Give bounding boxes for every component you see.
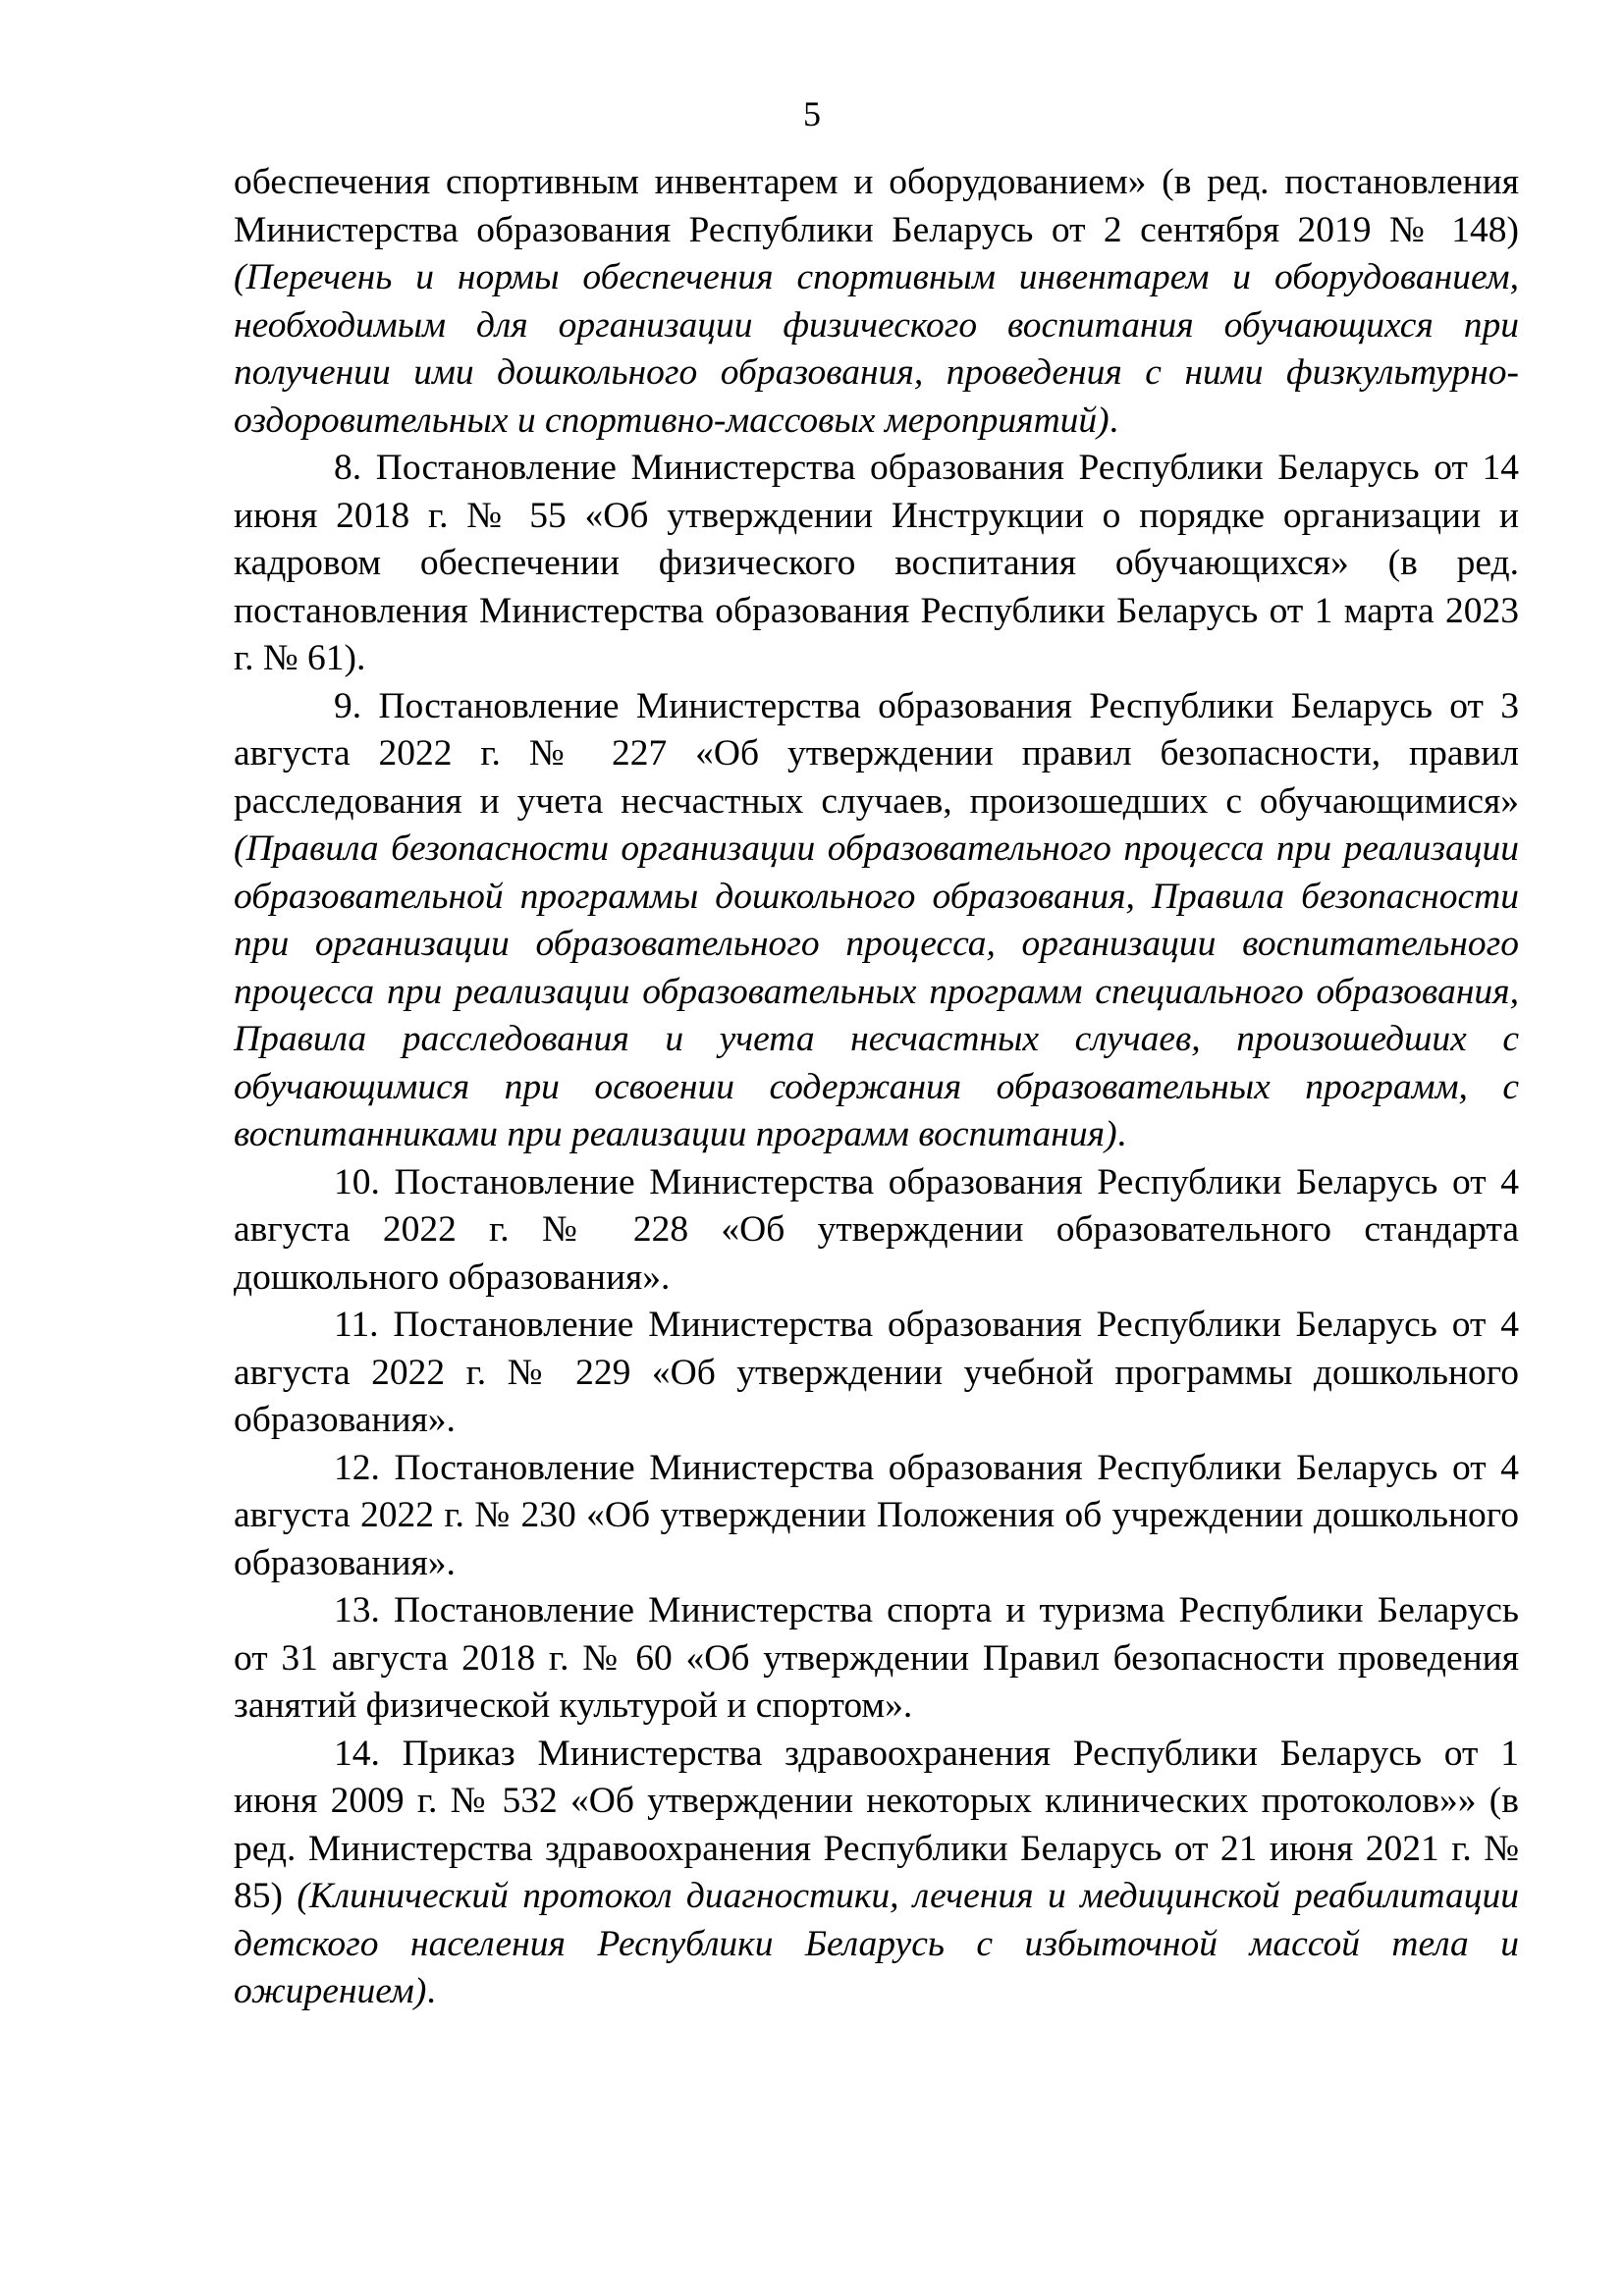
page-number: 5	[803, 94, 821, 133]
paragraph-tail: .	[426, 1971, 436, 2011]
paragraph-text: обеспечения спортивным инвентарем и оборудованием» (в ред. постановления Министерства образования Республики Беларусь от 2 сентября 2019 № 148)	[234, 162, 1519, 250]
paragraph-text: Постановление Министерства образования Республики Беларусь от 3 августа 2022 г. № 227 «Об утверждении правил безопасности, правил расследования и учета несчастных случаев, произошедших с обучающимися»	[234, 685, 1520, 822]
paragraph-italic-text: (Правила безопасности организации образовательного процесса при реализации образовательной программы дошкольного образования, Правила безопасности при организации образовательного процесса, организации воспитательного процесса при реализации образовательных программ специального образования, Правила расследования и учета несчастных случаев, произошедших с обучающимися при освоении содержания образовательных программ, с воспитанниками при реализации программ воспитания)	[234, 828, 1519, 1154]
list-item-14	[234, 1731, 1519, 2016]
list-item-number: 10.	[334, 1161, 380, 1202]
paragraph-italic-text: (Клинический протокол диагностики, лечения и медицинской реабилитации детского населения Республики Беларусь с избыточной массой тела и ожирением)	[234, 1876, 1519, 2011]
list-item-9	[234, 683, 1519, 1159]
paragraph-continuation	[234, 159, 1519, 445]
list-item-12	[234, 1445, 1519, 1588]
paragraph-italic-text: (Перечень и нормы обеспечения спортивным инвентарем и оборудованием, необходимым для организации физического воспитания обучающихся при получении ими дошкольного образования, проведения с ними физкультурно-оздоровительных и спортивно-массовых мероприятий)	[234, 257, 1519, 441]
paragraph-text: Постановление Министерства спорта и туризма Республики Беларусь от 31 августа 2018 г. № 60 «Об утверждении Правил безопасности проведения занятий физической культурой и спортом».	[234, 1590, 1519, 1726]
paragraph-tail: .	[1116, 1114, 1126, 1154]
paragraph-text: Постановление Министерства образования Республики Беларусь от 14 июня 2018 г. № 55 «Об утверждении Инструкции о порядке организации и кадровом обеспечении физического воспитания обучающихся» (в ред. постановления Министерства образования Республики Беларусь от 1 марта 2023 г. № 61).	[234, 448, 1519, 678]
paragraph-text: Постановление Министерства образования Республики Беларусь от 4 августа 2022 г. № 229 «Об утверждении учебной программы дошкольного образования».	[234, 1305, 1520, 1440]
paragraph-tail: .	[1109, 400, 1119, 441]
paragraph-text: Приказ Министерства здравоохранения Республики Беларусь от 1 июня 2009 г. № 532 «Об утверждении некоторых клинических протоколов»» (в ред. Министерства здравоохранения Республики Беларусь от 21 июня 2021 г. № 85)	[234, 1733, 1519, 1916]
list-item-number: 11.	[334, 1305, 379, 1345]
paragraph-text: Постановление Министерства образования Республики Беларусь от 4 августа 2022 г. № 230 «Об утверждении Положения об учреждении дошкольного образования».	[234, 1447, 1519, 1583]
list-item-8	[234, 445, 1519, 683]
list-item-13	[234, 1587, 1519, 1731]
paragraph-text: Постановление Министерства образования Республики Беларусь от 4 августа 2022 г. № 228 «Об утверждении образовательного стандарта дошкольного образования».	[234, 1161, 1519, 1298]
list-item-number: 14.	[334, 1733, 380, 1774]
list-item-number: 13.	[334, 1590, 380, 1630]
document-body	[234, 159, 1519, 2016]
list-item-number: 9.	[334, 685, 362, 726]
list-item-number: 8.	[334, 448, 362, 488]
list-item-number: 12.	[334, 1447, 380, 1488]
list-item-11	[234, 1302, 1519, 1445]
list-item-10	[234, 1159, 1519, 1303]
